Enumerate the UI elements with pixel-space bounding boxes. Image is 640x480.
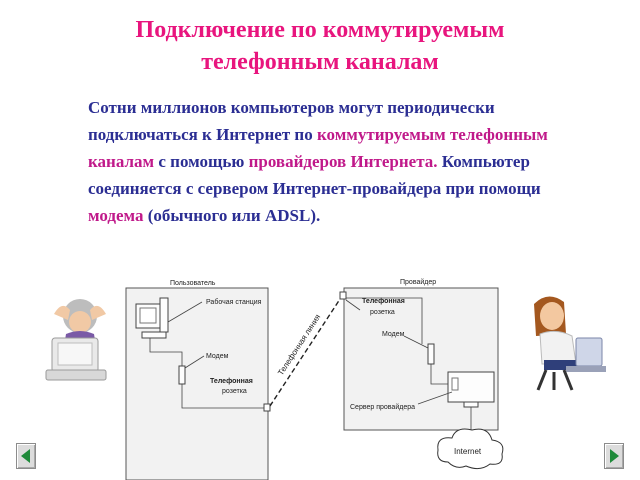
next-slide-button[interactable] [604, 443, 624, 469]
slide-title-line2: телефонным каналам [201, 49, 439, 75]
user-modem-icon [179, 366, 185, 384]
highlighted-term: модема [88, 206, 144, 225]
right-arrow-icon [605, 444, 623, 468]
slide-paragraph [88, 94, 558, 229]
provider-server-icon [448, 372, 494, 407]
user-socket-label-line2: розетка [222, 388, 247, 395]
phone-line-label: Телефонная линия [276, 312, 323, 378]
typing-user-clipart [524, 294, 606, 394]
provider-box-label: Провайдер [400, 279, 437, 286]
provider-socket-icon [340, 292, 346, 299]
previous-slide-button[interactable] [16, 443, 36, 469]
worried-user-clipart [40, 294, 112, 386]
user-box-label: Пользователь [170, 280, 216, 287]
user-modem-label: Модем [206, 353, 229, 360]
provider-socket-label-line2: розетка [370, 309, 395, 316]
highlighted-term: коммутируемым телефонным каналам [88, 125, 548, 171]
server-label: Сервер провайдера [350, 404, 415, 411]
user-socket-label-line1: Телефонная [210, 378, 253, 385]
paragraph-text: Сотни миллионов компьютеров могут периодически подключаться к Интернет по [88, 98, 495, 144]
slide-title-line1: Подключение по коммутируемым [135, 17, 505, 43]
provider-socket-label-line1: Телефонная [362, 298, 405, 305]
user-socket-icon [264, 404, 270, 411]
internet-label: Internet [454, 447, 482, 456]
highlighted-term: провайдеров Интернета. [248, 152, 438, 171]
provider-modem-label: Модем [382, 331, 405, 338]
workstation-label: Рабочая станция [206, 299, 262, 306]
left-arrow-icon [17, 444, 35, 468]
paragraph-text: (обычного или ADSL). [143, 206, 321, 225]
provider-modem-icon [428, 344, 434, 364]
slide-title [60, 14, 580, 78]
paragraph-text: Компьютер соединяется с сервером Интернет-провайдера при помощи [88, 152, 541, 198]
phone-line [270, 296, 342, 406]
dialup-network-diagram [122, 276, 514, 480]
paragraph-text: с помощью [154, 152, 249, 171]
